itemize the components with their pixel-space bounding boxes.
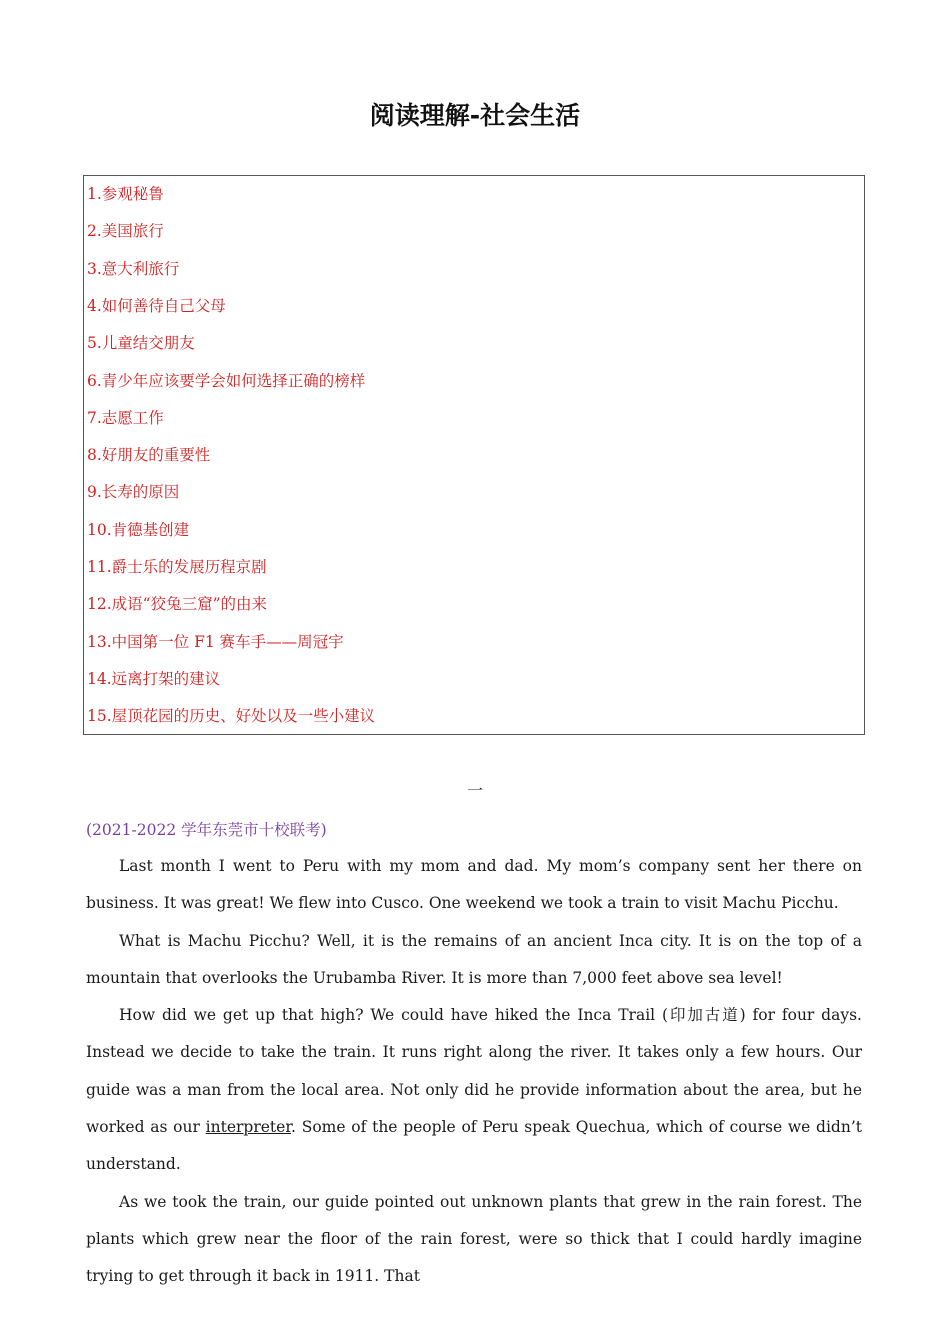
paragraph	[86, 997, 862, 1183]
toc-item: 11.爵士乐的发展历程京剧	[87, 558, 267, 576]
passage	[86, 848, 862, 1296]
toc-item: 2.美国旅行	[87, 222, 164, 241]
toc-item: 14.远离打架的建议	[87, 669, 221, 688]
toc-item: 3.意大利旅行	[87, 259, 180, 278]
toc-item: 6.青少年应该要学会如何选择正确的榜样	[87, 371, 366, 390]
paragraph: What is Machu Picchu? Well, it is the remains of an ancient Inca city. It is on the top of a mountain that overlooks the Urubamba River. It is more than 7,000 feet above sea level!	[86, 931, 862, 987]
underlined-word: interpreter	[205, 1118, 292, 1137]
paragraph: Last month I went to Peru with my mom and dad. My mom’s company sent her there on business. It was great! We flew into Cusco. One weekend we took a train to visit Machu Picchu.	[86, 857, 862, 913]
page-title: 阅读理解-社会生活	[369, 101, 581, 130]
toc-item: 9.长寿的原因	[87, 483, 180, 502]
toc-item: 12.成语“狡兔三窟”的由来	[87, 595, 267, 614]
toc-item: 13.中国第一位 F1 赛车手——周冠宇	[87, 632, 344, 651]
table-of-contents	[83, 175, 865, 735]
toc-item: 1.参观秘鲁	[87, 185, 164, 203]
toc-item: 4.如何善待自己父母	[87, 296, 226, 315]
toc-item: 5.儿童结交朋友	[87, 334, 195, 353]
paragraph-text: How did we get up that high? We could have hiked the Inca Trail (印加古道) for four days. Instead we decide to take the train. It runs right along the river. It takes only a few hours. Our guide was a man from the local area. Not only did he provide information about the area, but he worked as our	[86, 1006, 862, 1137]
toc-item: 8.好朋友的重要性	[87, 446, 211, 465]
paragraph: As we took the train, our guide pointed out unknown plants that grew in the rain forest. The plants which grew near the floor of the rain forest, were so thick that I could hardly imagine trying to get through it back in 1911. That	[86, 1192, 862, 1286]
section-number: 一	[466, 781, 483, 800]
toc-item: 15.屋顶花园的历史、好处以及一些小建议	[87, 707, 376, 726]
toc-item: 7.志愿工作	[87, 408, 164, 427]
toc-item: 10.肯德基创建	[87, 520, 190, 539]
paragraph-text: . Some of the people of Peru speak Quechua, which of course we didn’t understand.	[86, 1118, 862, 1174]
source-citation: (2021-2022 学年东莞市十校联考)	[86, 821, 327, 839]
